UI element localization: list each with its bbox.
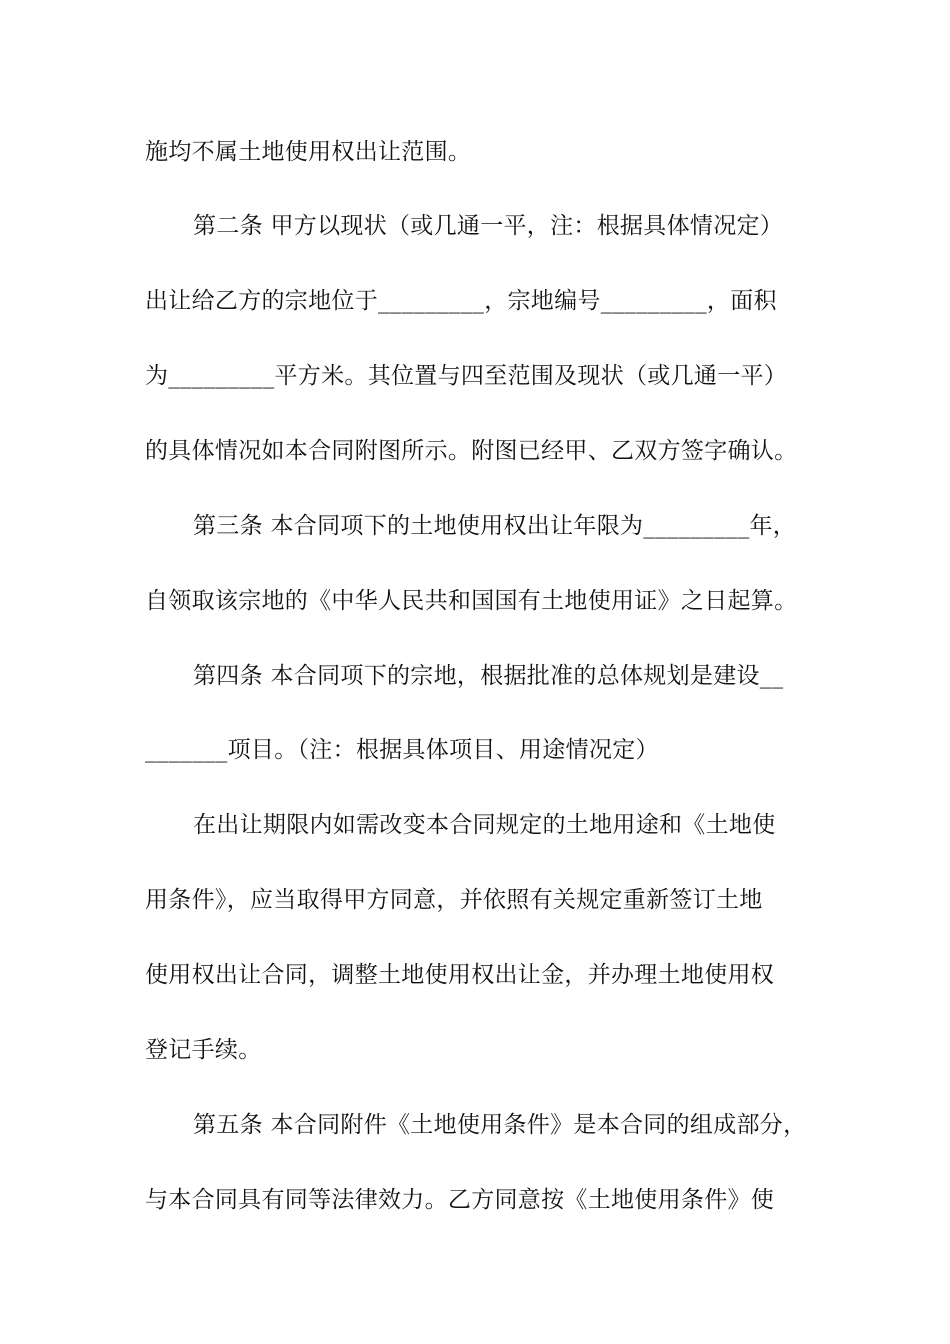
text-line: 施均不属土地使用权出让范围。 bbox=[145, 139, 472, 165]
text-line: 使用权出让合同，调整土地使用权出让金，并办理土地使用权 bbox=[145, 962, 775, 988]
text-line-article-3: 第三条 本合同项下的土地使用权出让年限为_________年， bbox=[193, 513, 797, 539]
text-line: 用条件》，应当取得甲方同意，并依照有关规定重新签订土地 bbox=[145, 887, 763, 913]
text-line: 出让给乙方的宗地位于_________，宗地编号_________，面积 bbox=[145, 288, 777, 314]
text-line-paragraph: 在出让期限内如需改变本合同规定的土地用途和《土地使 bbox=[193, 812, 776, 838]
text-line: 为_________平方米。其位置与四至范围及现状（或几通一平） bbox=[145, 363, 788, 389]
text-line: 的具体情况如本合同附图所示。附图已经甲、乙双方签字确认。 bbox=[145, 438, 798, 464]
text-line: _______项目。（注：根据具体项目、用途情况定） bbox=[145, 737, 659, 763]
text-line-article-2: 第二条 甲方以现状（或几通一平，注：根据具体情况定） bbox=[193, 213, 784, 239]
text-line: 登记手续。 bbox=[145, 1037, 262, 1063]
text-line-article-5: 第五条 本合同附件《土地使用条件》是本合同的组成部分， bbox=[193, 1112, 807, 1138]
text-line: 与本合同具有同等法律效力。乙方同意按《土地使用条件》使 bbox=[145, 1187, 775, 1213]
text-line: 自领取该宗地的《中华人民共和国国有土地使用证》之日起算。 bbox=[145, 588, 798, 614]
text-line-article-4: 第四条 本合同项下的宗地，根据批准的总体规划是建设__ bbox=[193, 663, 784, 689]
